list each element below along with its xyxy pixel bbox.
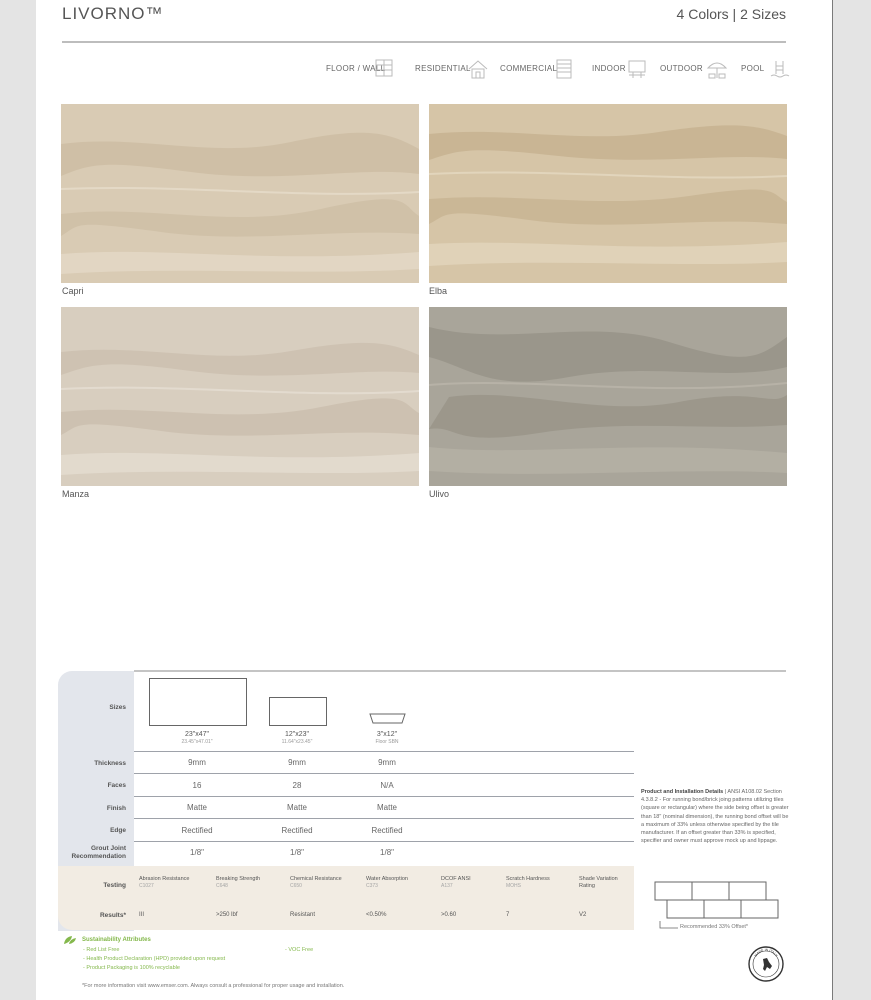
spec-divider: [134, 773, 634, 774]
test-breaking: Breaking Strength C648: [216, 876, 261, 889]
test-abrasion: Abrasion Resistance C1027: [139, 876, 190, 889]
edge-value: Rectified: [371, 826, 403, 835]
viewer-right-margin: [833, 0, 871, 1000]
sustainability-item: - Red List Free: [83, 947, 120, 953]
sustainability-title: Sustainability Attributes: [82, 937, 151, 943]
title-divider: [62, 41, 786, 43]
test-water: Water Absorption C373: [366, 876, 408, 889]
size-actual: Floor SBN: [375, 739, 399, 745]
row-label-edge: Edge: [110, 827, 126, 834]
colors-sizes-summary: 4 Colors | 2 Sizes: [676, 6, 786, 22]
test-chemical: Chemical Resistance C650: [290, 876, 342, 889]
row-label-thickness: Thickness: [94, 760, 126, 767]
row-label-finish: Finish: [106, 805, 126, 812]
row-label-faces: Faces: [107, 782, 126, 789]
commercial-icon: [553, 58, 575, 80]
pool-icon: [769, 58, 791, 80]
faces-value: 16: [192, 781, 202, 790]
size-drawing-3x12: [369, 710, 409, 726]
spec-divider: [134, 818, 634, 819]
test-shade: Shade Variation Rating: [579, 876, 618, 889]
footnote: *For more information visit www.emser.com. Always consult a professional for proper usage and installation.: [82, 983, 345, 989]
result-scratch: 7: [506, 912, 510, 918]
size-name: 3"x12": [376, 731, 398, 738]
spec-divider: [134, 796, 634, 797]
sustainability-item: - Product Packaging is 100% recyclable: [83, 965, 180, 971]
color-tile-capri: [61, 104, 419, 283]
color-name-manza: Manza: [62, 489, 90, 499]
sustainability-list-1: [83, 946, 225, 973]
grout-value: 1/8": [380, 848, 394, 857]
svg-text:MADE IN ITALY: MADE IN ITALY: [753, 947, 779, 958]
row-label-grout: Grout Joint Recommendation: [71, 845, 126, 860]
edge-value: Rectified: [181, 826, 213, 835]
result-water: <0.50%: [366, 912, 387, 918]
faces-value: N/A: [380, 781, 394, 790]
color-tile-manza: [61, 307, 419, 486]
finish-value: Matte: [286, 803, 307, 812]
test-scratch: Scratch Hardness MOHS: [506, 876, 550, 889]
color-name-capri: Capri: [62, 286, 84, 296]
viewer-left-margin: [0, 0, 36, 1000]
result-chemical: Resistant: [290, 912, 316, 918]
indoor-icon: [626, 58, 648, 80]
spec-top-divider: [134, 670, 786, 672]
tile-3-light: [429, 447, 787, 474]
color-name-ulivo: Ulivo: [429, 489, 450, 499]
color-tile-elba: [429, 104, 787, 283]
finish-value: Matte: [376, 803, 397, 812]
floor-wall-icon: [374, 58, 396, 80]
row-label-sizes: Sizes: [109, 704, 126, 711]
color-name-elba: Elba: [429, 286, 448, 296]
finish-value: Matte: [186, 803, 207, 812]
outdoor-icon: [706, 58, 728, 80]
grout-value: 1/8": [190, 848, 204, 857]
page-edge: [832, 0, 833, 1000]
sustainability-item: - VOC Free: [285, 947, 314, 953]
applications-row: FLOOR / WALL RESIDENTIAL COMMERCIAL INDOOR OUTDOOR POOL: [326, 58, 796, 80]
offset-label: Recommended 33% Offset*: [680, 924, 749, 930]
color-tile-ulivo: [429, 307, 787, 486]
made-in-italy-seal: [747, 945, 785, 983]
test-dcof: DCOF ANSI A137: [441, 876, 471, 889]
size-name: 23"x47": [184, 731, 210, 738]
result-breaking: >250 lbf: [216, 912, 238, 918]
leaf-icon: [63, 935, 77, 945]
result-shade: V2: [579, 912, 587, 918]
row-label-results: Results*: [99, 912, 126, 919]
spec-divider: [134, 841, 634, 842]
installation-details: Product and Installation Details | ANSI A108.02 Section 4.3.8.2 - For running bond/brick joing patterns utilizing tiles (square or rectangular) where the side being offset is greater than 18" (nominal dimension), the running bond offset will be a maximum of 33% unless otherwise specified by the tile manufacturer. If an offset greater than 33% is specified, specifier and owner must approve mock up and lippage.: [641, 789, 789, 845]
product-title: LIVORNO™: [62, 4, 164, 23]
size-name: 12"x23": [284, 731, 310, 738]
edge-value: Rectified: [281, 826, 313, 835]
sustainability-list-2: [285, 946, 313, 955]
thickness-value: 9mm: [378, 758, 396, 767]
size-actual: 11.64"x23.45": [281, 739, 313, 745]
faces-value: 28: [292, 781, 302, 790]
thickness-value: 9mm: [188, 758, 206, 767]
residential-icon: [467, 58, 489, 80]
sustainability-item: - Health Product Declaration (HPD) provided upon request: [83, 956, 226, 962]
grout-value: 1/8": [290, 848, 304, 857]
result-dcof: >0.60: [441, 912, 457, 918]
result-abrasion: III: [139, 912, 145, 918]
spec-divider: [134, 751, 634, 752]
thickness-value: 9mm: [288, 758, 306, 767]
size-actual: 23.45"x47.01": [181, 739, 213, 745]
size-drawing-23x47: [149, 678, 247, 726]
size-drawing-12x23: [269, 697, 327, 726]
spec-sheet-page: [36, 0, 832, 1000]
row-label-testing: Testing: [103, 882, 126, 889]
